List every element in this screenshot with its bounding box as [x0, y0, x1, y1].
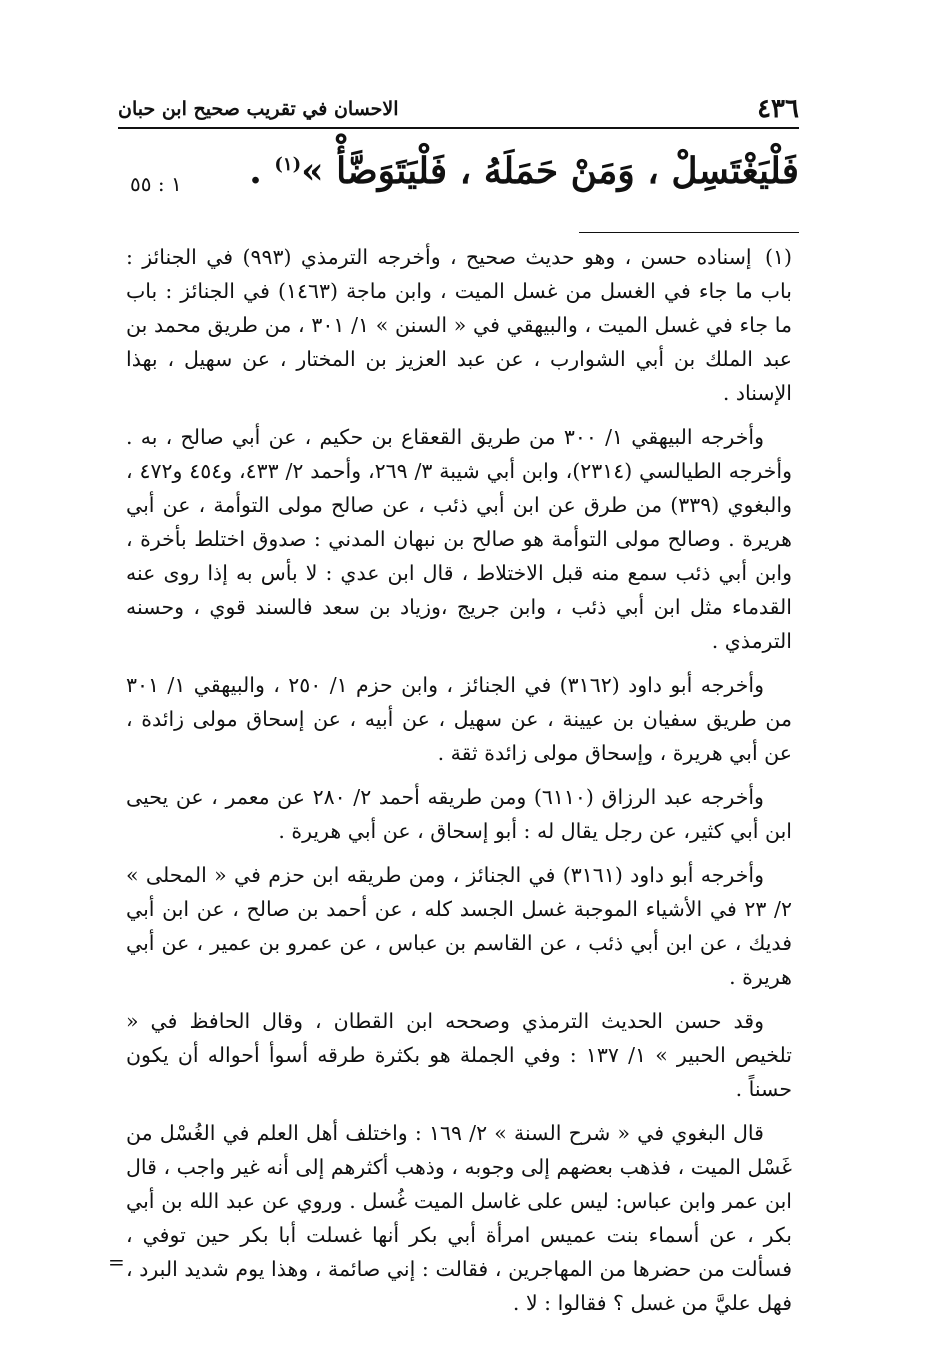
hadith-text: فَلْيَغْتَسِلْ ، وَمَنْ حَمَلَهُ ، فَلْيَتَوَضَّأْ »: [301, 150, 799, 192]
footnote-paragraph: وقد حسن الحديث الترمذي وصححه ابن القطان ، وقال الحافظ في « تلخيص الحبير » ١/ ١٣٧ : وفي الجملة هو بكثرة طرقه أسوأ أحواله أن يكون حسناً .: [126, 1009, 792, 1101]
page-header: [118, 92, 799, 128]
footnote-marker: (١): [764, 245, 792, 269]
footnote-paragraph: قال البغوي في « شرح السنة » ٢/ ١٦٩ : واختلف أهل العلم في الغُسْل من غَسْل الميت ، فذهب بعضهم إلى وجوبه ، وذهب أكثرهم إلى أنه غير واجب ، قال ابن عمر وابن عباس: ليس على غاسل الميت غُسل . وروي عن عبد الله بن أبي بكر ، عن أسماء بنت عميس امرأة أبي بكر أنها غسلت أبا بكر حين توفي ، فسألت من حضرها من المهاجرين ، فقالت : إني صائمة ، وهذا يوم شديد البرد ، فهل عليَّ من غسل ؟ فقالوا : لا .: [126, 1121, 792, 1315]
continuation-mark: =: [108, 1250, 125, 1274]
footnotes: [126, 240, 792, 1330]
footnote-paragraph: [126, 240, 792, 410]
footnote-paragraph: وأخرجه أبو داود (٣١٦١) في الجنائز ، ومن طريقه ابن حزم في « المحلى » ٢/ ٢٣ في الأشياء الموجبة غسل الجسد كله ، عن أحمد بن صالح ، عن ابن أبي فديك ، عن ابن أبي ذئب ، عن القاسم بن عباس ، عن عمرو بن عمير ، عن أبي هريرة .: [126, 863, 792, 989]
footnote-paragraph: وأخرجه البيهقي ١/ ٣٠٠ من طريق القعقاع بن حكيم ، عن أبي صالح ، به . وأخرجه الطيالسي (٢٣١٤)، وابن أبي شيبة ٣/ ٢٦٩، وأحمد ٢/ ٤٣٣، و٤٥٤ و٤٧٢ ، والبغوي (٣٣٩) من طرق عن ابن أبي ذئب ، عن صالح مولى التوأمة ، عن أبي هريرة . وصالح مولى التوأمة هو صالح بن نبهان المدني : صدوق اختلط بأخرة ، وابن أبي ذئب سمع منه قبل الاختلاط ، قال ابن عدي : لا بأس به إذا روى عنه القدماء مثل ابن أبي ذئب ، وابن جريج ،وزياد بن سعد فالسند قوي ، وحسنه الترمذي .: [126, 425, 792, 653]
footnote-separator: [579, 232, 799, 233]
hadith-text-line: [249, 150, 799, 192]
footnote-paragraph: وأخرجه أبو داود (٣١٦٢) في الجنائز ، وابن حزم ١/ ٢٥٠ ، والبيهقي ١/ ٣٠١ من طريق سفيان بن عيينة ، عن سهيل ، عن أبيه ، عن إسحاق مولى زائدة ، عن أبي هريرة ، وإسحاق مولى زائدة ثقة .: [126, 673, 792, 765]
hadith-reference: ١ : ٥٥: [130, 172, 182, 196]
page-number: ٤٣٦: [757, 94, 799, 124]
hadith-end: .: [249, 150, 275, 192]
running-title: الاحسان في تقريب صحيح ابن حبان: [118, 98, 399, 120]
header-rule: [118, 127, 799, 129]
footnote-text: إسناده حسن ، وهو حديث صحيح ، وأخرجه الترمذي (٩٩٣) في الجنائز : باب ما جاء في الغسل من غسل الميت ، وابن ماجة (١٤٦٣) في الجنائز : باب ما جاء في غسل الميت ، والبيهقي في « السنن » ١/ ٣٠١ ، من طريق محمد بن عبد الملك بن أبي الشوارب ، عن عبد العزيز بن المختار ، عن سهيل ، بهذا الإسناد .: [126, 245, 792, 405]
footnote-paragraph: وأخرجه عبد الرزاق (٦١١٠) ومن طريقه أحمد ٢/ ٢٨٠ عن معمر ، عن يحيى ابن أبي كثير، عن رجل يقال له : أبو إسحاق ، عن أبي هريرة .: [126, 785, 792, 843]
hadith-footnote-marker: (١): [274, 154, 302, 175]
